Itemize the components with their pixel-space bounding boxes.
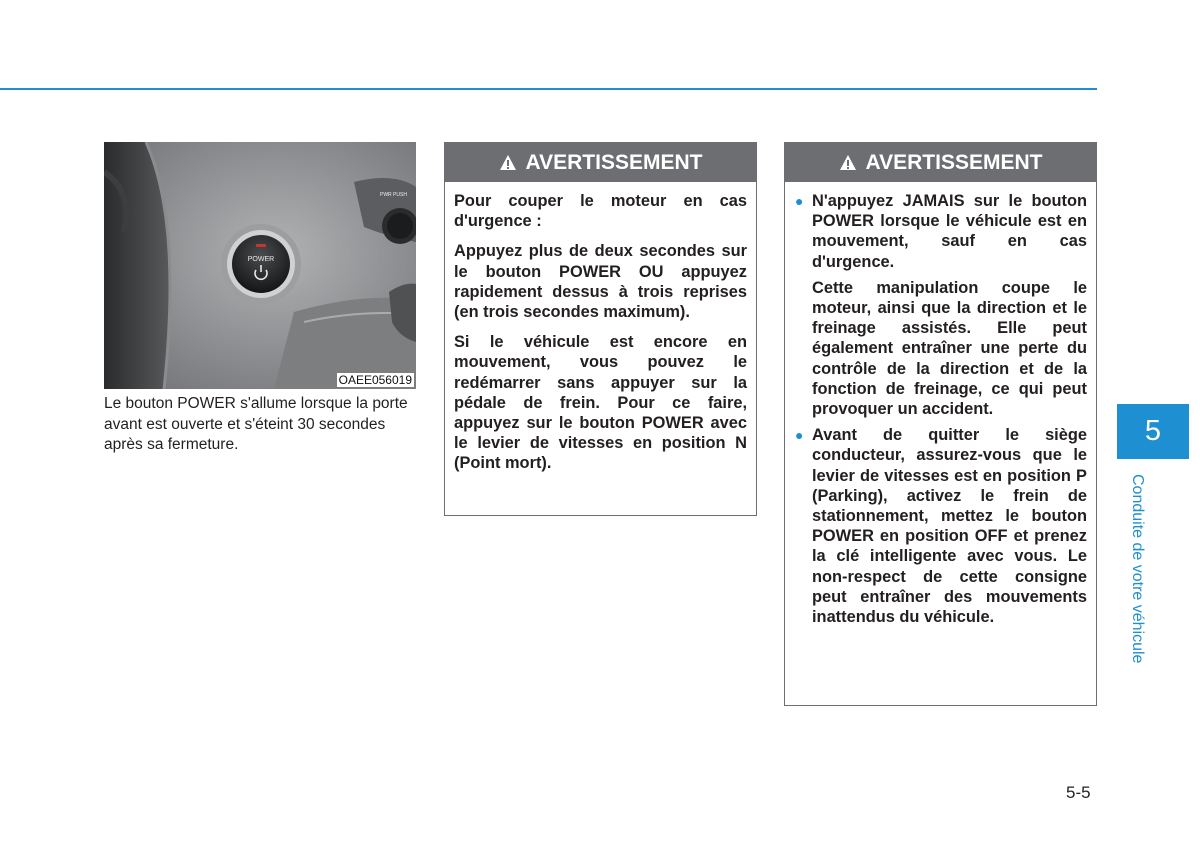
warning-header (785, 143, 1096, 182)
power-button-photo (104, 142, 416, 389)
warning-title: AVERTISSEMENT (525, 150, 703, 174)
warning-box-emergency (444, 142, 757, 516)
bullet-icon: ● (795, 427, 804, 444)
warning-title: AVERTISSEMENT (865, 150, 1043, 174)
bullet-text: N'appuyez JAMAIS sur le bouton POWER lorsque le véhicule est en mouvement, sauf en cas d'urgence. (812, 192, 1087, 271)
page-number: 5-5 (1066, 783, 1091, 802)
warning-box-driving (784, 142, 1097, 706)
warning-triangle-icon (839, 154, 857, 171)
chapter-number-tab: 5 (1117, 404, 1189, 459)
bullet-text: Avant de quitter le siège conducteur, assurez-vous que le levier de vitesses est en position P (Parking), activez le frein de stationnement, mettez le bouton POWER en position OFF et prenez la clé intelligente avec vous. Le non-respect de cette consigne peut entraîner des mouvements inattendus du véhicule. (812, 426, 1087, 627)
warning-triangle-icon (499, 154, 517, 171)
power-button-illustration (104, 142, 416, 389)
list-item (794, 191, 1087, 419)
photo-code: OAEE056019 (338, 373, 412, 387)
chapter-title (1126, 462, 1148, 676)
warning-paragraph: Si le véhicule est encore en mouvement, vous pouvez le redémarrer sans appuyer sur la pédale de frein. Pour ce faire, appuyez sur le bouton POWER avec le levier de vitesses en position N (Point mort). (454, 333, 747, 473)
warning-paragraph: Pour couper le moteur en cas d'urgence : (454, 192, 747, 231)
warning-list (794, 191, 1087, 627)
pwr-push-label: PWR PUSH (380, 192, 407, 198)
chapter-title-text: Conduite de votre véhicule (1129, 474, 1146, 664)
photo-caption: Le bouton POWER s'allume lorsque la porte avant est ouverte et s'éteint 30 secondes après sa fermeture. (104, 395, 408, 453)
bullet-icon: ● (795, 193, 804, 209)
power-button-text: POWER (247, 256, 275, 263)
warning-paragraph: Appuyez plus de deux secondes sur le bouton POWER OU appuyez rapidement dessus à trois reprises (en trois secondes maximum). (454, 242, 747, 322)
list-item (794, 425, 1087, 627)
top-rule (0, 88, 1097, 90)
bullet-extra-text: Cette manipulation coupe le moteur, ainsi que la direction et le freinage assistés. Elle peut également entraîner une perte du contrôle de la direction et de la fonction de freinage, ce qui peut provoquer un accident. (812, 278, 1087, 419)
warning-header (445, 143, 756, 182)
